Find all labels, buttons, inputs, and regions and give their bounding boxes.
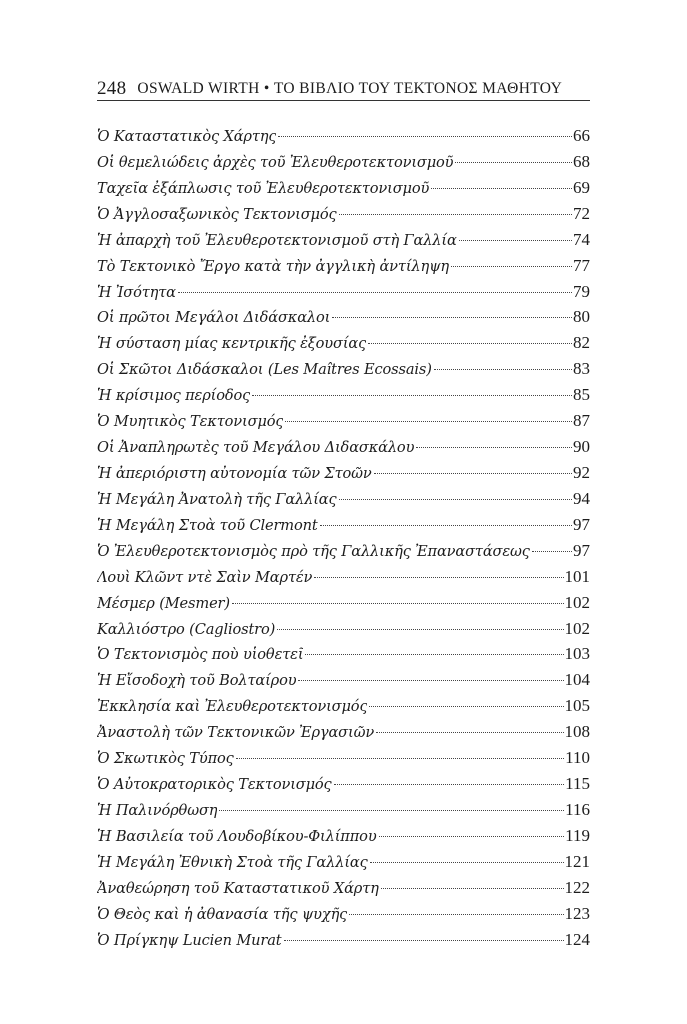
toc-entry-page: 104	[564, 670, 590, 690]
toc-entry-title: Ἡ σύσταση μίας κεντρικῆς ἐξουσίας	[97, 335, 367, 353]
toc-entry-title: Μέσμερ (Mesmer)	[97, 594, 230, 612]
toc-entry	[97, 745, 590, 771]
dot-leader	[298, 680, 563, 681]
dot-leader	[332, 317, 572, 318]
dot-leader	[314, 577, 563, 578]
toc-entry-page: 121	[564, 851, 590, 871]
toc-entry-title: Ὁ Αὐτοκρατορικὸς Τεκτονισμός	[97, 776, 332, 794]
toc-entry-title: Οἱ Ἀναπληρωτὲς τοῦ Μεγάλου Διδασκάλου	[97, 439, 415, 457]
toc-entry-title: Ἀναθεώρηση τοῦ Καταστατικοῦ Χάρτη	[97, 879, 379, 897]
toc-entry	[97, 927, 590, 953]
toc-entry-page: 87	[573, 411, 590, 431]
dot-leader	[232, 603, 564, 604]
toc-entry-title: Ὁ Πρίγκηψ Lucien Murat	[97, 931, 282, 949]
toc-entry-page: 123	[564, 903, 590, 923]
toc-entry-page: 97	[573, 540, 590, 560]
dot-leader	[379, 836, 565, 837]
dot-leader	[451, 266, 572, 267]
running-header	[97, 76, 590, 101]
toc-entry	[97, 460, 590, 486]
toc-entry-title: Ἐκκλησία καὶ Ἐλευθεροτεκτονισμός	[97, 698, 368, 716]
toc-entry	[97, 771, 590, 797]
toc-entry-page: 82	[573, 333, 590, 353]
toc-entry	[97, 849, 590, 875]
toc-entry-page: 83	[573, 359, 590, 379]
toc-entry-page: 102	[564, 618, 590, 638]
toc-entry	[97, 875, 590, 901]
toc-entry-title: Ἡ Μεγάλη Ἀνατολὴ τῆς Γαλλίας	[97, 490, 337, 508]
dot-leader	[334, 784, 565, 785]
toc-entry-page: 115	[565, 774, 590, 794]
toc-entry-title: Ὁ Καταστατικὸς Χάρτης	[97, 128, 277, 145]
toc-entry-page: 108	[564, 722, 590, 742]
toc-entry	[97, 253, 590, 279]
toc-entry-title: Ὁ Θεὸς καὶ ἡ ἀθανασία τῆς ψυχῆς	[97, 905, 348, 923]
toc-entry-page: 122	[564, 877, 590, 897]
toc-entry-page: 72	[573, 203, 590, 223]
toc-entry	[97, 564, 590, 590]
toc-entry	[97, 901, 590, 927]
toc-entry	[97, 434, 590, 460]
toc-entry	[97, 823, 590, 849]
toc-entry-page: 92	[573, 462, 590, 482]
dot-leader	[374, 473, 572, 474]
dot-leader	[252, 395, 572, 396]
toc-entry	[97, 797, 590, 823]
dot-leader	[431, 188, 572, 189]
toc-entry-title: Ταχεῖα ἐξάπλωσις τοῦ Ἐλευθεροτεκτονισμοῦ	[97, 179, 430, 197]
dot-leader	[376, 732, 563, 733]
toc-entry	[97, 123, 590, 149]
dot-leader	[278, 136, 572, 137]
toc-entry-title: Ὁ Μυητικὸς Τεκτονισμός	[97, 413, 284, 431]
dot-leader	[416, 447, 572, 448]
toc-entry	[97, 304, 590, 330]
toc-entry-page: 77	[573, 255, 590, 275]
toc-entry	[97, 227, 590, 253]
toc-entry-title: Οἱ θεμελιώδεις ἀρχὲς τοῦ Ἐλευθεροτεκτονισμοῦ	[97, 153, 454, 171]
dot-leader	[339, 499, 572, 500]
toc-entry-title: Ὁ Ἐλευθεροτεκτονισμὸς πρὸ τῆς Γαλλικῆς Ἐπαναστάσεως	[97, 542, 530, 560]
toc-entry-title: Ἡ Εἴσοδοχὴ τοῦ Βολταίρου	[97, 672, 297, 690]
toc-entry-page: 101	[564, 566, 590, 586]
table-of-contents	[97, 123, 590, 953]
toc-entry-page: 85	[573, 385, 590, 405]
toc-entry	[97, 356, 590, 382]
toc-entry	[97, 201, 590, 227]
toc-entry-title: Ὁ Ἀγγλοσαξωνικὸς Τεκτονισμός	[97, 205, 337, 223]
page-number: 248	[97, 78, 127, 99]
toc-entry-title: Καλλιόστρο (Cagliostro)	[97, 620, 276, 638]
dot-leader	[349, 914, 563, 915]
toc-entry-page: 116	[565, 799, 590, 819]
toc-entry	[97, 667, 590, 693]
dot-leader	[320, 525, 572, 526]
toc-entry	[97, 486, 590, 512]
toc-entry-title: Ἡ κρίσιμος περίοδος	[97, 387, 251, 405]
dot-leader	[370, 862, 564, 863]
toc-entry	[97, 719, 590, 745]
toc-entry-title: Ὁ Σκωτικὸς Τύπος	[97, 750, 234, 768]
running-title: OSWALD WIRTH • ΤΟ ΒΙΒΛΙΟ ΤΟΥ ΤΕΚΤΟΝΟΣ ΜΑΘΗΤΟΥ	[137, 80, 563, 97]
dot-leader	[434, 369, 572, 370]
dot-leader	[305, 654, 563, 655]
dot-leader	[368, 343, 572, 344]
toc-entry-page: 74	[573, 229, 590, 249]
dot-leader	[236, 758, 564, 759]
dot-leader	[284, 940, 564, 941]
toc-entry-title: Τὸ Τεκτονικὸ Ἔργο κατὰ τὴν ἀγγλικὴ ἀντίληψη	[97, 257, 449, 275]
toc-entry	[97, 538, 590, 564]
toc-entry-page: 105	[564, 696, 590, 716]
dot-leader	[532, 551, 572, 552]
toc-entry-page: 68	[573, 151, 590, 171]
toc-entry-title: Ἡ ἀπαρχὴ τοῦ Ἐλευθεροτεκτονισμοῦ στὴ Γαλλία	[97, 231, 457, 249]
toc-entry	[97, 616, 590, 642]
toc-entry-title: Ἡ Παλινόρθωση	[97, 801, 218, 819]
dot-leader	[285, 421, 572, 422]
dot-leader	[219, 810, 564, 811]
dot-leader	[369, 706, 563, 707]
toc-entry	[97, 330, 590, 356]
toc-entry	[97, 693, 590, 719]
toc-entry	[97, 408, 590, 434]
toc-entry	[97, 279, 590, 305]
toc-entry-title: Λουὶ Κλῶντ ντὲ Σαὶν Μαρτέν	[97, 568, 313, 586]
toc-entry-page: 102	[564, 592, 590, 612]
dot-leader	[381, 888, 564, 889]
toc-entry-page: 80	[573, 307, 590, 327]
toc-entry-title: Ἡ Μεγάλη Στοὰ τοῦ Clermont	[97, 516, 318, 534]
dot-leader	[178, 292, 572, 293]
toc-entry-page: 97	[573, 514, 590, 534]
toc-entry	[97, 641, 590, 667]
toc-entry-title: Οἱ Σκῶτοι Διδάσκαλοι (Les Maîtres Ecossais)	[97, 361, 432, 379]
toc-entry-title: Ἀναστολὴ τῶν Τεκτονικῶν Ἐργασιῶν	[97, 724, 375, 742]
toc-entry-page: 119	[565, 825, 590, 845]
toc-entry	[97, 175, 590, 201]
toc-entry-title: Ὁ Τεκτονισμὸς ποὺ υἱοθετεῖ	[97, 646, 304, 664]
toc-entry-page: 94	[573, 488, 590, 508]
toc-entry-page: 124	[564, 929, 590, 949]
toc-entry-title: Ἡ ἀπεριόριστη αὐτονομία τῶν Στοῶν	[97, 464, 372, 482]
dot-leader	[459, 240, 572, 241]
toc-entry-page: 90	[573, 437, 590, 457]
toc-entry-title: Ἡ Ἰσότητα	[97, 283, 176, 301]
toc-entry	[97, 512, 590, 538]
dot-leader	[277, 629, 563, 630]
toc-entry-page: 103	[564, 644, 590, 664]
toc-entry-title: Ἡ Βασιλεία τοῦ Λουδοβίκου-Φιλίππου	[97, 827, 377, 845]
toc-entry-page: 110	[565, 748, 590, 768]
toc-entry-title: Ἡ Μεγάλη Ἐθνικὴ Στοὰ τῆς Γαλλίας	[97, 853, 368, 871]
toc-entry-page: 66	[573, 126, 590, 145]
toc-entry	[97, 382, 590, 408]
toc-entry-page: 79	[573, 281, 590, 301]
dot-leader	[339, 214, 572, 215]
toc-entry	[97, 590, 590, 616]
dot-leader	[455, 162, 572, 163]
toc-entry-title: Οἱ πρῶτοι Μεγάλοι Διδάσκαλοι	[97, 309, 331, 327]
toc-entry-page: 69	[573, 177, 590, 197]
toc-entry	[97, 149, 590, 175]
